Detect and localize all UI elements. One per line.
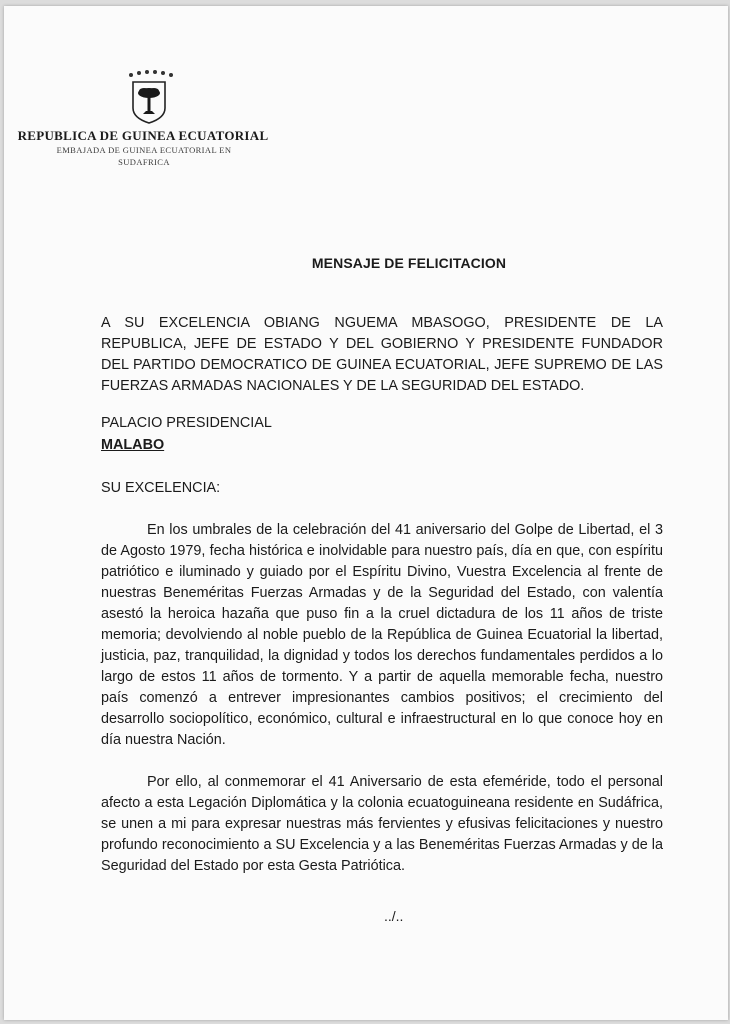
coat-of-arms-icon bbox=[117, 68, 181, 126]
document-heading: MENSAJE DE FELICITACION bbox=[311, 255, 507, 271]
body-paragraph-2: Por ello, al conmemorar el 41 Aniversario de esta efeméride, todo el personal afecto a esta Legación Diplomática y la colonia ecuatoguineana residente en Sudáfrica, se unen a mi para expresar nuestras más fervientes y efusivas felicitaciones y nuestro profundo reconocimiento a SU Excelencia y a las Beneméritas Fuerzas Armadas y de la Seguridad del Estado por esta Gesta Patriótica. bbox=[101, 774, 663, 874]
palace-line: PALACIO PRESIDENCIAL bbox=[101, 415, 272, 431]
body-paragraph-1: En los umbrales de la celebración del 41 aniversario del Golpe de Libertad, el 3 de Agosto 1979, fecha histórica e inolvidable para nuestro país, día en que, con espíritu patriótico e iluminado y guiado por el Espíritu Divino, Vuestra Excelencia al frente de nuestras Beneméritas Fuerzas Armadas y de la Seguridad del Estado, con valentía asestó la heroica hazaña que puso fin a la cruel dictadura de los 11 años de triste memoria; devolviendo al noble pueblo de la República de Guinea Ecuatorial la libertad, justicia, paz, tranquilidad, la dignidad y todos los derechos fundamentales perdidos a lo largo de estos 11 años de tormento. Y a partir de aquella memorable fecha, nuestro país comenzó a entrever impresionantes cambios positivos; el crecimiento del desarrollo sociopolítico, económico, cultural e infraestructural en lo que conoce hoy en día nuestra Nación. bbox=[101, 522, 663, 748]
letter-page bbox=[4, 6, 728, 1020]
letterhead-subtitle-line1: EMBAJADA DE GUINEA ECUATORIAL EN bbox=[56, 145, 232, 155]
city-line: MALABO bbox=[101, 437, 165, 453]
addressee-block: A SU EXCELENCIA OBIANG NGUEMA MBASOGO, PRESIDENTE DE LA REPUBLICA, JEFE DE ESTADO Y DEL GOBIERNO Y PRESIDENTE FUNDADOR DEL PARTIDO DEMOCRATICO DE GUINEA ECUATORIAL, JEFE SUPREMO DE LAS FUERZAS ARMADAS NACIONALES Y DE LA SEGURIDAD DEL ESTADO. bbox=[101, 315, 663, 394]
continuation-mark: ../.. bbox=[384, 908, 404, 924]
letterhead-title: REPUBLICA DE GUINEA ECUATORIAL bbox=[17, 128, 269, 143]
salutation: SU EXCELENCIA: bbox=[101, 480, 221, 496]
letterhead bbox=[4, 68, 294, 126]
letterhead-subtitle-line2: SUDAFRICA bbox=[118, 157, 170, 167]
